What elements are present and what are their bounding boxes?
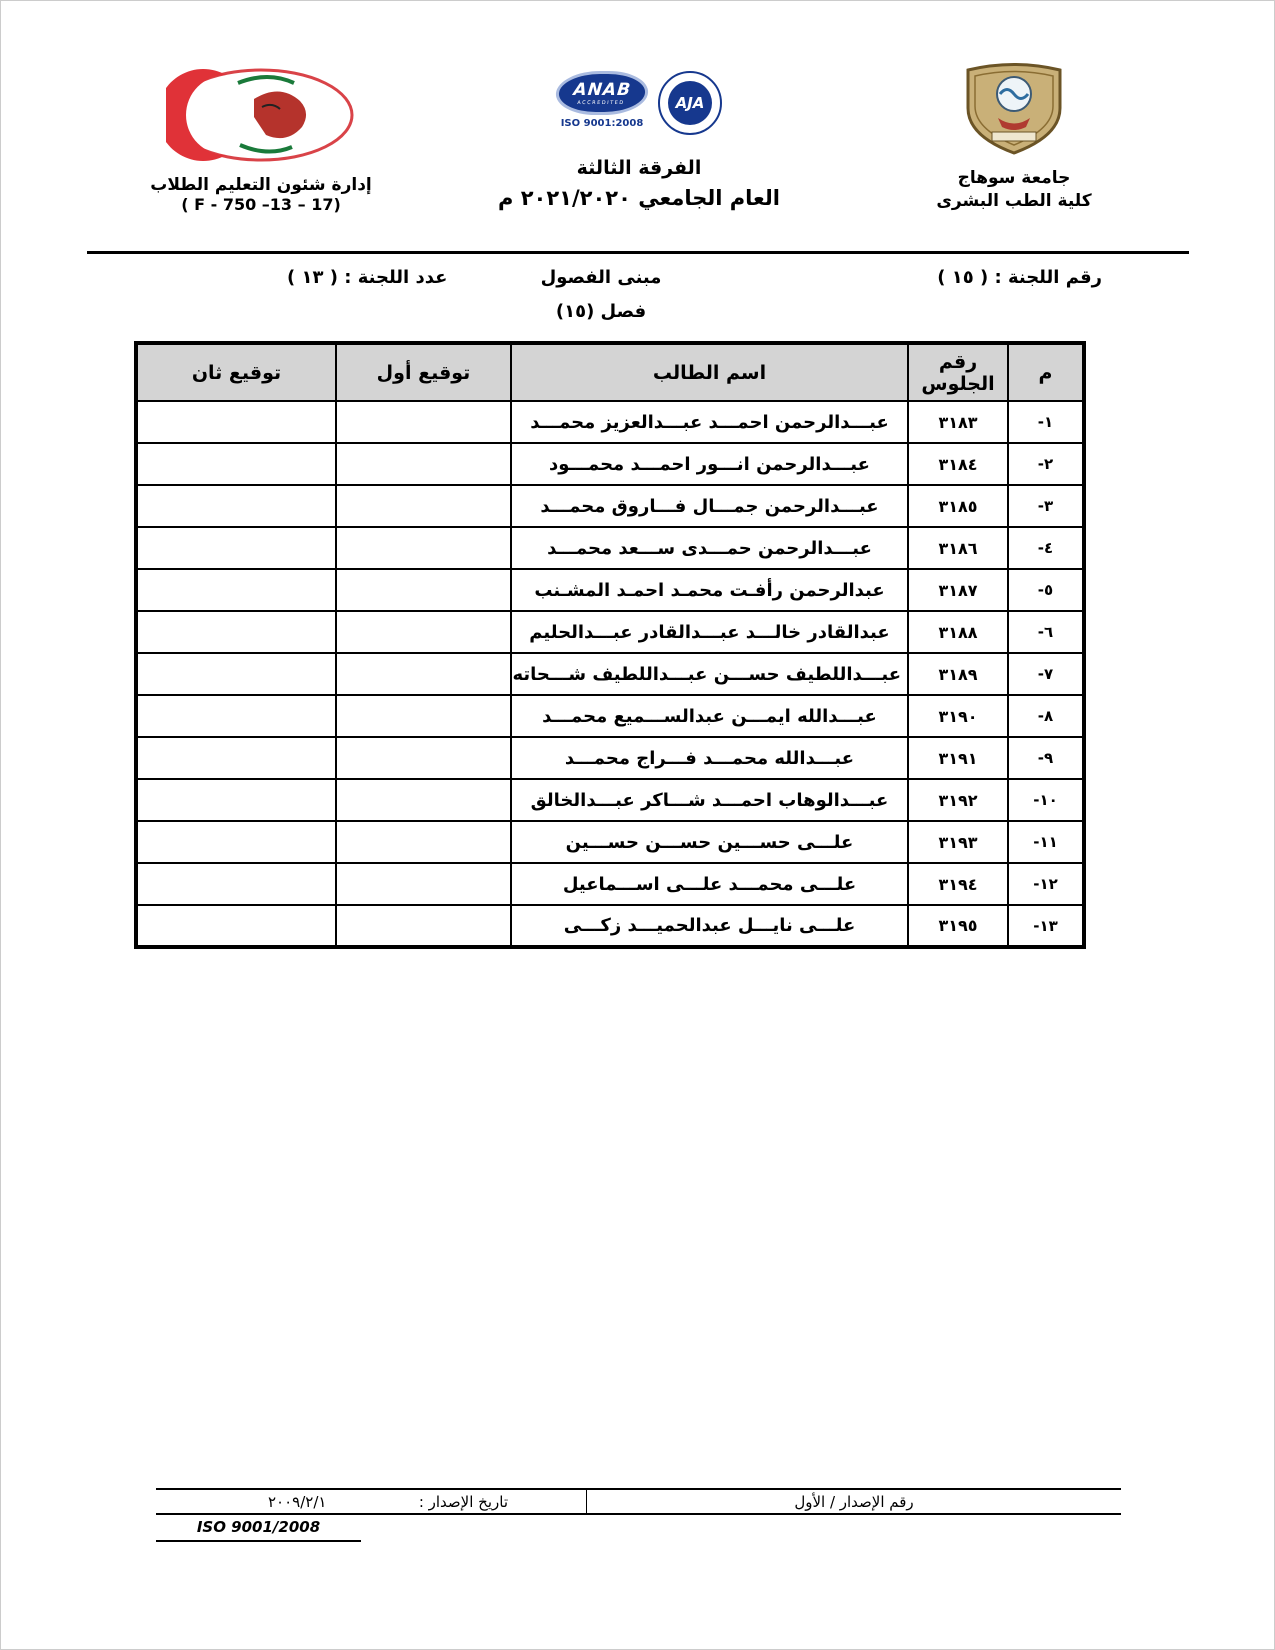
row-index: ١٠-: [1008, 779, 1084, 821]
student-name: عبـــدالرحمن احمـــد عبـــدالعزيز محمـــد: [511, 401, 908, 443]
medicine-college-logo-icon: [166, 67, 356, 163]
seat-number: ٣١٨٥: [908, 485, 1008, 527]
iso-9001-label: ISO 9001:2008: [560, 118, 644, 129]
header-first-signature: توقيع أول: [336, 343, 511, 401]
row-index: ١٢-: [1008, 863, 1084, 905]
university-emblem-icon: [960, 56, 1068, 158]
student-name: عبدالرحمن رأفـت محمـد احمـد المشـنب: [511, 569, 908, 611]
seat-number: ٣١٩٤: [908, 863, 1008, 905]
first-signature-cell: [336, 485, 511, 527]
department-label: إدارة شئون التعليم الطلاب: [150, 175, 372, 195]
committee-count-label: عدد اللجنة : ( ١٣ ): [287, 267, 448, 288]
header-seat-number: رقم الجلوس: [908, 343, 1008, 401]
first-signature-cell: [336, 779, 511, 821]
academic-year-title: العام الجامعي ٢٠٢١/٢٠٢٠ م: [498, 186, 780, 210]
second-signature-cell: [136, 905, 336, 947]
table-row: [136, 695, 1084, 737]
second-signature-cell: [136, 737, 336, 779]
header-student-name: اسم الطالب: [511, 343, 908, 401]
row-index: ٩-: [1008, 737, 1084, 779]
second-signature-cell: [136, 779, 336, 821]
committee-number-label: رقم اللجنة : ( ١٥ ): [937, 267, 1102, 288]
first-signature-cell: [336, 653, 511, 695]
header-right-block: [902, 56, 1126, 213]
row-index: ٣-: [1008, 485, 1084, 527]
row-index: ٢-: [1008, 443, 1084, 485]
table-row: [136, 611, 1084, 653]
student-name: عبـــدالرحمن انـــور احمـــد محمـــود: [511, 443, 908, 485]
first-signature-cell: [336, 569, 511, 611]
first-signature-cell: [336, 863, 511, 905]
student-table-body: [136, 401, 1084, 947]
seat-number: ٣١٩٠: [908, 695, 1008, 737]
row-index: ١١-: [1008, 821, 1084, 863]
classroom-label: فصل (١٥): [555, 301, 647, 322]
first-signature-cell: [336, 821, 511, 863]
issue-date-label: تاريخ الإصدار :: [418, 1492, 508, 1511]
table-row: [136, 653, 1084, 695]
second-signature-cell: [136, 485, 336, 527]
table-row: [136, 821, 1084, 863]
row-index: ٦-: [1008, 611, 1084, 653]
second-signature-cell: [136, 611, 336, 653]
first-signature-cell: [336, 611, 511, 653]
table-row: [136, 905, 1084, 947]
footer-issue-row: [156, 1488, 1121, 1515]
student-name: عبـــدالرحمن حمـــدى ســـعد محمـــد: [511, 527, 908, 569]
student-name: عبـــدالله محمـــد فـــراج محمـــد: [511, 737, 908, 779]
header-row: [136, 343, 1084, 401]
second-signature-cell: [136, 527, 336, 569]
anab-accredited-label: ACCREDITED: [576, 100, 625, 106]
table-row: [136, 569, 1084, 611]
seat-number: ٣١٩٣: [908, 821, 1008, 863]
first-signature-cell: [336, 443, 511, 485]
second-signature-cell: [136, 653, 336, 695]
row-index: ١٣-: [1008, 905, 1084, 947]
table-row: [136, 401, 1084, 443]
header-index: م: [1008, 343, 1084, 401]
table-row: [136, 737, 1084, 779]
university-name: جامعة سوهاج: [957, 168, 1071, 188]
second-signature-cell: [136, 821, 336, 863]
issue-date-cell: [156, 1490, 586, 1513]
building-label: مبنى الفصول: [540, 267, 662, 288]
second-signature-cell: [136, 443, 336, 485]
anab-label: ANAB: [572, 80, 633, 100]
first-signature-cell: [336, 905, 511, 947]
table-row: [136, 485, 1084, 527]
table-row: [136, 443, 1084, 485]
faculty-name: كلية الطب البشرى: [936, 190, 1092, 211]
first-signature-cell: [336, 527, 511, 569]
second-signature-cell: [136, 569, 336, 611]
seat-number: ٣١٩١: [908, 737, 1008, 779]
student-name: علـــى حســـين حســـن حســـين: [511, 821, 908, 863]
student-name: عبـــداللطيف حســـن عبـــداللطيف شـــحاته: [511, 653, 908, 695]
student-name: عبدالقادر خالـــد عبـــدالقادر عبـــدالحليم: [511, 611, 908, 653]
first-signature-cell: [336, 401, 511, 443]
header-center-block: [478, 71, 800, 210]
row-index: ٥-: [1008, 569, 1084, 611]
seat-number: ٣١٨٧: [908, 569, 1008, 611]
header-left-block: [139, 67, 383, 214]
student-name: عبـــدالوهاب احمـــد شـــاكر عبـــدالخالق: [511, 779, 908, 821]
seat-number: ٣١٨٣: [908, 401, 1008, 443]
student-table: [134, 341, 1086, 949]
second-signature-cell: [136, 695, 336, 737]
student-name: علـــى محمـــد علـــى اســـماعيل: [511, 863, 908, 905]
aja-logo-icon: [658, 71, 722, 135]
table-row: [136, 863, 1084, 905]
seat-number: ٣١٨٨: [908, 611, 1008, 653]
committee-info-row: [1, 267, 1274, 295]
aja-label: AJA: [668, 81, 712, 125]
row-index: ٨-: [1008, 695, 1084, 737]
row-index: ٤-: [1008, 527, 1084, 569]
seat-number: ٣١٨٤: [908, 443, 1008, 485]
table-row: [136, 779, 1084, 821]
seat-number: ٣١٩٥: [908, 905, 1008, 947]
issue-date-value: ٢٠٠٩/٢/١: [268, 1492, 327, 1511]
header-second-signature: توقيع ثان: [136, 343, 336, 401]
issue-number-label: رقم الإصدار / الأول: [586, 1490, 1121, 1513]
form-code-label: ( F - 750 –13 – 17): [181, 195, 341, 214]
first-signature-cell: [336, 695, 511, 737]
student-table-header: [136, 343, 1084, 401]
iso-certificate-label: ISO 9001/2008: [156, 1515, 361, 1542]
row-index: ٧-: [1008, 653, 1084, 695]
table-row: [136, 527, 1084, 569]
second-signature-cell: [136, 863, 336, 905]
seat-number: ٣١٨٩: [908, 653, 1008, 695]
student-name: عبـــدالله ايمـــن عبدالســـميع محمـــد: [511, 695, 908, 737]
header-divider: [87, 251, 1189, 254]
footer-box: [156, 1488, 1121, 1536]
row-index: ١-: [1008, 401, 1084, 443]
certification-logos: [478, 71, 800, 151]
grade-title: الفرقة الثالثة: [576, 157, 702, 179]
second-signature-cell: [136, 401, 336, 443]
seat-number: ٣١٨٦: [908, 527, 1008, 569]
first-signature-cell: [336, 737, 511, 779]
seat-number: ٣١٩٢: [908, 779, 1008, 821]
student-name: علـــى نايـــل عبدالحميـــد زكـــى: [511, 905, 908, 947]
anab-logo-icon: [556, 71, 648, 129]
student-name: عبـــدالرحمن جمـــال فـــاروق محمـــد: [511, 485, 908, 527]
